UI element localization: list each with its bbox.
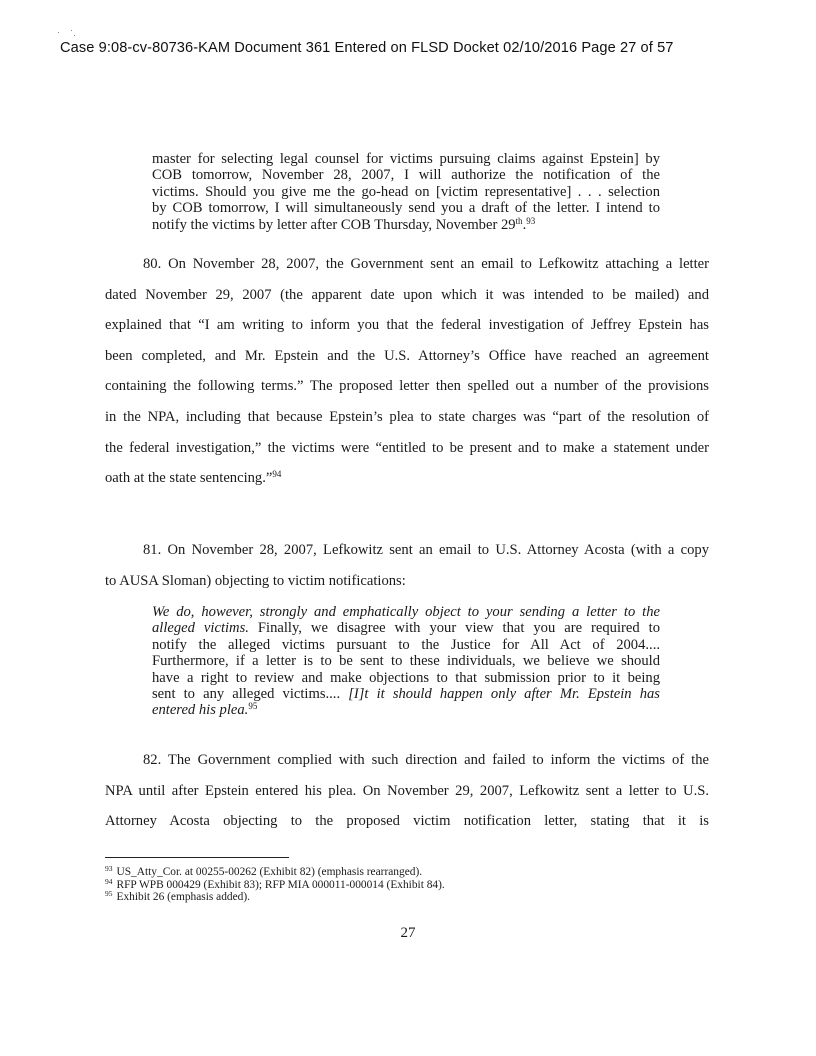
quote-line: alleged victims. Finally, we disagree with your view that you are required to: [152, 620, 660, 637]
footnote-divider: [105, 857, 289, 858]
paragraph-80: [105, 249, 709, 494]
para-line: containing the following terms.” The proposed letter then spelled out a number of the provisions: [105, 378, 709, 395]
quote-line: Furthermore, if a letter is to be sent to these individuals, we believe we should: [152, 653, 660, 670]
quote-line: We do, however, strongly and emphatically object to your sending a letter to the: [152, 604, 660, 620]
para-line: to AUSA Sloman) objecting to victim notifications:: [105, 572, 406, 589]
scan-speck: [71, 30, 72, 31]
court-filing-header: Case 9:08-cv-80736-KAM Document 361 Entered on FLSD Docket 02/10/2016 Page 27 of 57: [60, 40, 674, 56]
para-line: in the NPA, including that because Epstein’s plea to state charges was “part of the resolution of: [105, 408, 709, 425]
footnote-93: $^{93}$ US_Atty_Cor. at 00255-00262 (Exhibit 82) (emphasis rearranged).: [105, 864, 423, 878]
block-quote-81: [152, 604, 660, 719]
quote-line: by COB tomorrow, I will simultaneously send you a draft of the letter. I intend to: [152, 200, 660, 217]
footnote-95: $^{95}$ Exhibit 26 (emphasis added).: [105, 889, 250, 904]
para-line: 80. On November 28, 2007, the Government sent an email to Lefkowitz attaching a letter: [143, 256, 709, 272]
scan-speck: [58, 32, 59, 33]
quote-line: sent to any alleged victims.... [I]t it should happen only after Mr. Epstein has: [152, 686, 660, 703]
para-line: been completed, and Mr. Epstein and the U.S. Attorney’s Office have reached an agreement: [105, 347, 709, 364]
para-line: dated November 29, 2007 (the apparent date upon which it was intended to be mailed) and: [105, 286, 709, 303]
footnote-94: $^{94}$ RFP WPB 000429 (Exhibit 83); RFP MIA 000011-000014 (Exhibit 84).: [105, 876, 445, 891]
para-line: oath at the state sentencing.”$^{94}$: [105, 469, 282, 487]
quote-line: COB tomorrow, November 28, 2007, I will authorize the notification of the: [152, 167, 660, 184]
page-number: 27: [400, 925, 416, 941]
quote-line: victims. Should you give me the go-head on [victim representative] . . . selection: [152, 183, 660, 200]
quote-line: entered his plea.$^{95}$: [152, 701, 258, 719]
quote-line: master for selecting legal counsel for victims pursuing claims against Epstein] by: [152, 151, 660, 167]
para-line: NPA until after Epstein entered his plea. On November 29, 2007, Lefkowitz sent a letter to U.S.: [105, 782, 709, 799]
para-line: explained that “I am writing to inform you that the federal investigation of Jeffrey Epstein has: [105, 317, 709, 334]
block-quote-top: [152, 151, 660, 233]
footnotes: [105, 866, 709, 904]
paragraph-82: [105, 745, 709, 837]
quote-line: have a right to review and make objections to that submission prior to it being: [152, 669, 660, 686]
para-line: Attorney Acosta objecting to the proposed victim notification letter, stating that it is: [105, 813, 709, 830]
para-line: the federal investigation,” the victims were “entitled to be present and to make a statement under: [105, 439, 709, 456]
quote-line: notify the alleged victims pursuant to the Justice for All Act of 2004....: [152, 636, 660, 653]
para-line: 81. On November 28, 2007, Lefkowitz sent an email to U.S. Attorney Acosta (with a copy: [143, 542, 709, 558]
footnote-ref-94[interactable]: 94: [272, 469, 282, 480]
para-line: 82. The Government complied with such direction and failed to inform the victims of the: [143, 752, 709, 768]
paragraph-81: [105, 535, 709, 596]
footnote-ref-93[interactable]: 93: [526, 215, 536, 226]
scan-speck: [74, 35, 75, 36]
footnote-ref-95[interactable]: 95: [248, 701, 258, 712]
quote-line: notify the victims by letter after COB Thursday, November 29th.$^{93}$: [152, 215, 536, 233]
